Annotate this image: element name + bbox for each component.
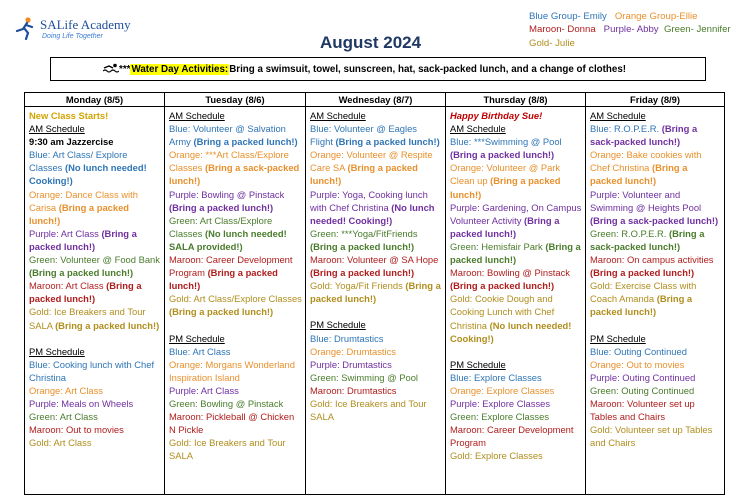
am-schedule-heading: AM Schedule [590, 110, 646, 121]
pm-orange: Orange: Art Class [29, 384, 103, 396]
am-blue: Blue: Volunteer @ Eagles Flight (Bring a packed lunch!) [310, 123, 440, 148]
am-maroon: Maroon: Bowling @ Pinstack (Bring a packed lunch!) [450, 267, 570, 292]
am-maroon: Maroon: Volunteer @ SA Hope (Bring a packed lunch!) [310, 254, 439, 279]
pm-maroon: Maroon: Career Development Program [450, 424, 574, 449]
pm-gold: Gold: Explore Classes [450, 450, 543, 462]
day-header-thursday: Thursday (8/8) [446, 93, 586, 107]
water-day-banner [50, 57, 706, 81]
pm-schedule-heading: PM Schedule [450, 358, 506, 370]
pm-gold: Gold: Ice Breakers and Tour SALA [169, 437, 286, 462]
am-maroon: Maroon: On campus activities (Bring a packed lunch!) [590, 254, 714, 279]
legend-gold: Gold- Julie [529, 37, 575, 49]
am-purple: Purple: Gardening, On Campus Volunteer Activity (Bring a packed lunch!) [450, 201, 582, 239]
pm-schedule-heading: PM Schedule [169, 332, 225, 344]
day-header-tuesday: Tuesday (8/6) [165, 93, 306, 107]
legend-blue: Blue Group- Emily [529, 11, 607, 22]
day-header-wednesday: Wednesday (8/7) [306, 93, 446, 107]
day-cell-monday [25, 107, 165, 495]
day-cell-friday [586, 107, 725, 495]
pm-green: Green: Swimming @ Pool [310, 371, 418, 383]
pm-purple: Purple: Art Class [169, 384, 239, 396]
am-purple: Purple: Art Class (Bring a packed lunch!) [29, 227, 137, 252]
pm-purple: Purple: Outing Continued [590, 371, 696, 383]
legend-purple: Purple- Abby [603, 24, 659, 36]
am-schedule-heading: AM Schedule [29, 123, 85, 135]
birthday-note: Happy Birthday Sue! [450, 110, 543, 121]
pm-blue: Blue: Outing Continued [590, 345, 687, 357]
pm-schedule-heading: PM Schedule [29, 345, 85, 357]
pm-green: Green: Outing Continued [590, 384, 695, 396]
jazzercise-note: 9:30 am Jazzercise [29, 136, 114, 148]
am-gold: Gold: Exercise Class with Coach Amanda (Bring a packed lunch!) [590, 280, 697, 318]
calendar-header-row [25, 93, 725, 107]
pm-maroon: Maroon: Volunteer set up Tables and Chairs [590, 397, 695, 423]
am-gold: Gold: Art Class/Explore Classes (Bring a packed lunch!) [169, 293, 302, 318]
pm-blue: Blue: Drumtastics [310, 332, 384, 344]
am-gold: Gold: Ice Breakers and Tour SALA (Bring a packed lunch!) [29, 306, 160, 331]
pm-purple: Purple: Drumtastics [310, 358, 392, 370]
pm-blue: Blue: Cooking lunch with Chef Christina [29, 358, 155, 383]
pm-gold: Gold: Art Class [29, 437, 92, 449]
banner-label: Water Day Activities: [131, 63, 229, 75]
am-blue: Blue: Volunteer @ Salvation Army (Bring a packed lunch!) [169, 123, 298, 148]
day-header-monday: Monday (8/5) [25, 93, 165, 107]
day-cell-thursday [446, 107, 586, 495]
legend-orange: Orange Group-Ellie [614, 11, 698, 22]
am-gold: Gold: Cookie Dough and Cooking Lunch with Chef Christina (No lunch needed! Cooking!) [450, 293, 572, 344]
am-gold: Gold: Yoga/Fit Friends (Bring a packed lunch!) [310, 280, 441, 305]
am-orange: Orange: Dance Class with Carisa (Bring a packed lunch!) [29, 188, 138, 226]
pm-green: Green: Art Class [29, 411, 98, 423]
am-schedule-heading: AM Schedule [169, 110, 225, 121]
am-schedule-heading: AM Schedule [450, 123, 506, 135]
logo [12, 14, 132, 42]
weekly-calendar [24, 92, 725, 495]
day-cell-tuesday [165, 107, 306, 495]
calendar-body-row [25, 107, 725, 495]
am-schedule-heading: AM Schedule [310, 110, 366, 121]
am-green: Green: Volunteer @ Food Bank (Bring a packed lunch!) [29, 254, 160, 279]
banner-stars: *** [119, 63, 131, 75]
am-orange: Orange: Volunteer @ Park Clean up (Bring a packed lunch!) [450, 162, 561, 200]
pm-purple: Purple: Explore Classes [450, 397, 551, 409]
am-orange: Orange: Volunteer @ Respite Care SA (Bring a packed lunch!) [310, 149, 433, 187]
pm-orange: Orange: Drumtastics [310, 345, 396, 357]
am-green: Green: Hemisfair Park (Bring a packed lunch!) [450, 240, 581, 266]
pm-blue: Blue: Explore Classes [450, 371, 542, 383]
legend-green: Green- Jennifer [663, 24, 731, 36]
am-orange: Orange: ***Art Class/Explore Classes (Bring a sack-packed lunch!) [169, 149, 300, 187]
am-purple: Purple: Volunteer and Swimming @ Heights Pool (Bring a sack-packed lunch!) [590, 188, 719, 226]
swimmer-icon [103, 63, 119, 73]
day-cell-wednesday [306, 107, 446, 495]
pm-gold: Gold: Volunteer set up Tables and Chairs [590, 424, 713, 449]
logo-name: SALife Academy [40, 17, 131, 32]
am-green: Green: R.O.P.E.R. (Bring a sack-packed lunch!) [590, 227, 705, 252]
am-orange: Orange: Bake cookies with Chef Christina (Bring a packed lunch!) [590, 149, 702, 187]
runner-logo-icon [14, 16, 38, 40]
banner-text: Bring a swimsuit, towel, sunscreen, hat, sack-packed lunch, and a change of clothes! [229, 63, 627, 75]
pm-green: Green: Explore Classes [450, 411, 550, 423]
pm-maroon: Maroon: Drumtastics [310, 384, 397, 396]
am-green: Green: ***Yoga/FitFriends (Bring a packed lunch!) [310, 227, 418, 252]
am-blue: Blue: R.O.P.E.R. (Bring a sack-packed lunch!) [590, 123, 698, 148]
am-purple: Purple: Bowling @ Pinstack (Bring a packed lunch!) [169, 188, 285, 213]
day-header-friday: Friday (8/9) [586, 93, 725, 107]
am-maroon: Maroon: Art Class (Bring a packed lunch!) [29, 280, 142, 305]
am-green: Green: Art Class/Explore Classes (No lunch needed! SALA provided!) [169, 214, 287, 252]
am-blue: Blue: Art Class/ Explore Classes (No lunch needed! Cooking!) [29, 149, 147, 187]
pm-orange: Orange: Morgans Wonderland Inspiration Island [169, 358, 295, 383]
pm-maroon: Maroon: Out to movies [29, 424, 124, 436]
am-purple: Purple: Yoga, Cooking lunch with Chef Christina (No lunch needed! Cooking!) [310, 188, 435, 226]
pm-orange: Orange: Explore Classes [450, 384, 555, 396]
pm-orange: Orange: Out to movies [590, 358, 685, 370]
pm-maroon: Maroon: Pickleball @ Chicken N Pickle [169, 411, 295, 436]
group-legend [529, 10, 749, 50]
legend-maroon: Maroon- Donna [529, 24, 596, 36]
logo-tagline: Doing Life Together [42, 33, 103, 40]
pm-green: Green: Bowling @ Pinstack [169, 397, 284, 409]
pm-schedule-heading: PM Schedule [590, 332, 646, 344]
am-blue: Blue: ***Swimming @ Pool (Bring a packed lunch!) [450, 136, 562, 161]
pm-gold: Gold: Ice Breakers and Tour SALA [310, 397, 427, 423]
am-maroon: Maroon: Career Development Program (Bring a packed lunch!) [169, 254, 293, 292]
new-class-note: New Class Starts! [29, 110, 109, 121]
pm-schedule-heading: PM Schedule [310, 319, 366, 331]
pm-purple: Purple: Meals on Wheels [29, 397, 134, 409]
page-title: August 2024 [320, 33, 422, 52]
pm-blue: Blue: Art Class [169, 345, 231, 357]
